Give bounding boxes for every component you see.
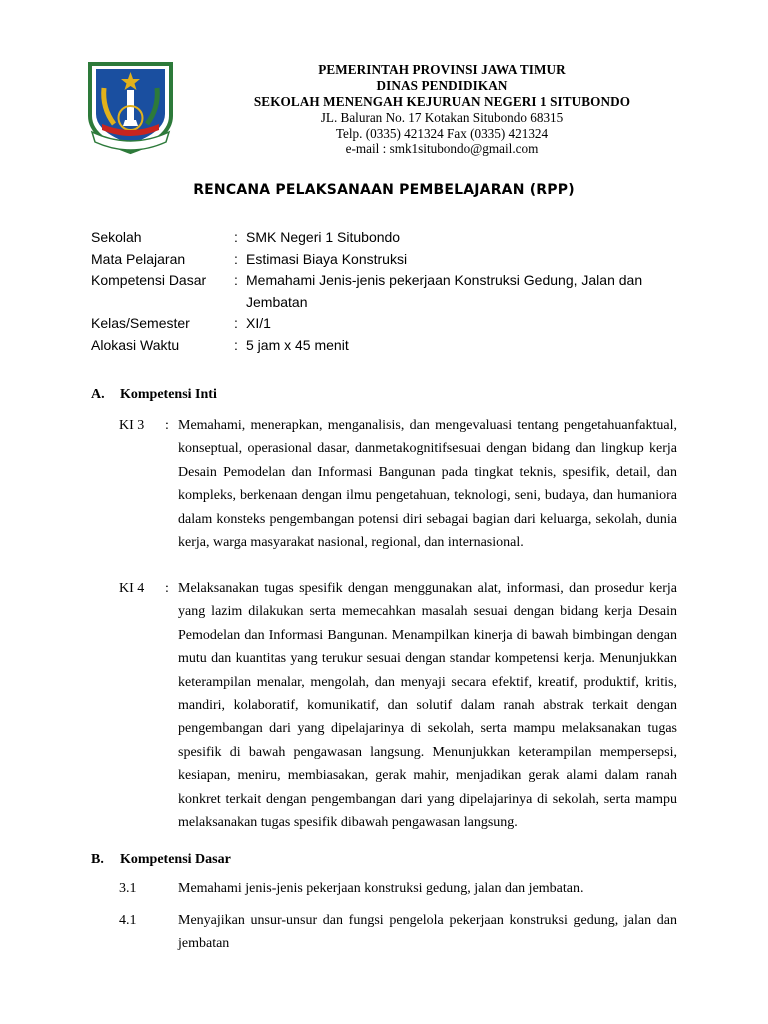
identity-value: 5 jam x 45 menit [246,336,349,353]
kd-number: 3.1 [119,881,137,896]
kd-item [119,877,679,901]
school-address: JL. Baluran No. 17 Kotakan Situbondo 68315 [320,110,564,125]
school-email: e-mail : smk1situbondo@gmail.com [345,141,539,156]
ki-item: KI 3 : Memahami, menerapkan, menganalisis, dan mengevaluasi tentang pengetahuanfaktual, konseptual, operasional dasar, danmetakognitifsesuai dengan bidang dan lingkup kerja Desain Pemodelan dan Informasi Bangunan pada tingkat teknis, spesifik, detail, dan kompleks, berkenaan dengan ilmu pengetahuan, teknologi, seni, budaya, dan humaniora dalam konsteks pengembangan potensi diri sebagai bagian dari keluarga, sekolah, dunia kerja, warga masyarakat nasional, regional, dan internasional. [119,414,679,574]
school-phone: Telp. (0335) 421324 Fax (0335) 421324 [335,125,549,141]
section-a-heading [91,387,391,407]
section-letter: A. [91,387,105,402]
section-b-heading [91,852,391,872]
identity-value: Estimasi Biaya Konstruksi [246,250,408,267]
identity-row: Kelas/Semester : XI/1 [91,313,691,335]
section-title: Kompetensi Inti [120,387,217,402]
ki-code: KI 4 [119,581,145,596]
kd-text: Menyajikan unsur-unsur dan fungsi pengelola pekerjaan konstruksi gedung, jalan dan jembatan [178,913,677,952]
document-title: RENCANA PELAKSANAAN PEMBELAJARAN (RPP) [193,182,575,198]
kd-number: 4.1 [119,913,137,928]
province-emblem-logo [82,58,179,156]
ki-item: KI 4 : Melaksanakan tugas spesifik dengan menggunakan alat, informasi, dan prosedur kerja yang lazim dilakukan serta memecahkan masalah sesuai dengan bidang kerja Desain Pemodelan dan Informasi Bangunan. Menampilkan kinerja di bawah bimbingan dengan mutu dan kuantitas yang terukur sesuai dengan standar kompetensi kerja. Menunjukkan keterampilan menalar, mengolah, dan menyaji secara efektif, kreatif, produktif, kritis, mandiri, kolaboratif, komunikatif, dan solutif dalam ranah abstrak terkait dengan pengembangan dari yang dipelajarinya di sekolah, serta mampu melaksanakan tugas spesifik di bawah pengawasan langsung. Menunjukkan keterampilan mempersepsi, kesiapan, meniru, membiasakan, gerak mahir, menjadikan gerak alami dalam ranah konkret terkait dengan pengembangan dari yang dipelajarinya di sekolah, serta mampu melaksanakan tugas spesifik dibawah pengawasan langsung. [119,577,679,847]
identity-label: Sekolah [91,229,142,245]
section-letter: B. [91,852,104,867]
identity-value: Memahami Jenis-jenis pekerjaan Konstruksi Gedung, Jalan dan Jembatan [246,272,643,310]
identity-row: Kompetensi Dasar : Memahami Jenis-jenis pekerjaan Konstruksi Gedung, Jalan dan Jembatan [91,270,691,313]
letterhead [82,58,680,158]
identity-label: Alokasi Waktu [91,336,180,353]
identity-value: SMK Negeri 1 Situbondo [246,229,401,245]
ki-code: KI 3 [119,418,145,433]
identity-row: Mata Pelajaran : Estimasi Biaya Konstruksi [91,249,691,271]
government-name: PEMERINTAH PROVINSI JAWA TIMUR [318,62,566,77]
identity-row: Sekolah : SMK Negeri 1 Situbondo [91,227,691,249]
department-name: DINAS PENDIDIKAN [376,78,508,93]
identity-block [91,227,691,356]
identity-value: XI/1 [246,315,271,331]
ki-text: Memahami, menerapkan, menganalisis, dan mengevaluasi tentang pengetahuanfaktual, konseptual, operasional dasar, danmetakognitifsesuai dengan bidang dan lingkup kerja Desain Pemodelan dan Informasi Bangunan pada tingkat teknis, spesifik, detail, dan kompleks, berkenaan dengan ilmu pengetahuan, teknologi, seni, budaya, dan humaniora dalam konsteks pengembangan potensi diri sebagai bagian dari keluarga, sekolah, dunia kerja, warga masyarakat nasional, regional, dan internasional. [178,418,677,551]
identity-row: Alokasi Waktu : 5 jam x 45 menit [91,335,691,357]
identity-label: Mata Pelajaran [91,250,186,267]
section-title: Kompetensi Dasar [120,852,231,867]
identity-label: Kompetensi Dasar [91,272,207,288]
kd-item [119,909,679,957]
identity-label: Kelas/Semester [91,315,190,331]
ki-text: Melaksanakan tugas spesifik dengan menggunakan alat, informasi, dan prosedur kerja yang lazim dilakukan serta memecahkan masalah sesuai dengan bidang kerja Desain Pemodelan dan Informasi Bangunan. Menampilkan kinerja di bawah bimbingan dengan mutu dan kuantitas yang terukur sesuai dengan standar kompetensi kerja. Menunjukkan keterampilan menalar, mengolah, dan menyaji secara efektif, kreatif, produktif, kritis, mandiri, kolaboratif, komunikatif, dan solutif dalam ranah abstrak terkait dengan pengembangan dari yang dipelajarinya di sekolah, serta mampu melaksanakan tugas spesifik di bawah pengawasan langsung. Menunjukkan keterampilan mempersepsi, kesiapan, meniru, membiasakan, gerak mahir, menjadikan gerak alami dalam ranah konkret terkait dengan pengembangan dari yang dipelajarinya di sekolah, serta mampu melaksanakan tugas spesifik dibawah pengawasan langsung. [178,581,677,831]
kd-text: Memahami jenis-jenis pekerjaan konstruksi gedung, jalan dan jembatan. [178,881,584,896]
school-name: SEKOLAH MENENGAH KEJURUAN NEGERI 1 SITUBONDO [253,94,631,109]
letterhead-text [182,62,702,157]
